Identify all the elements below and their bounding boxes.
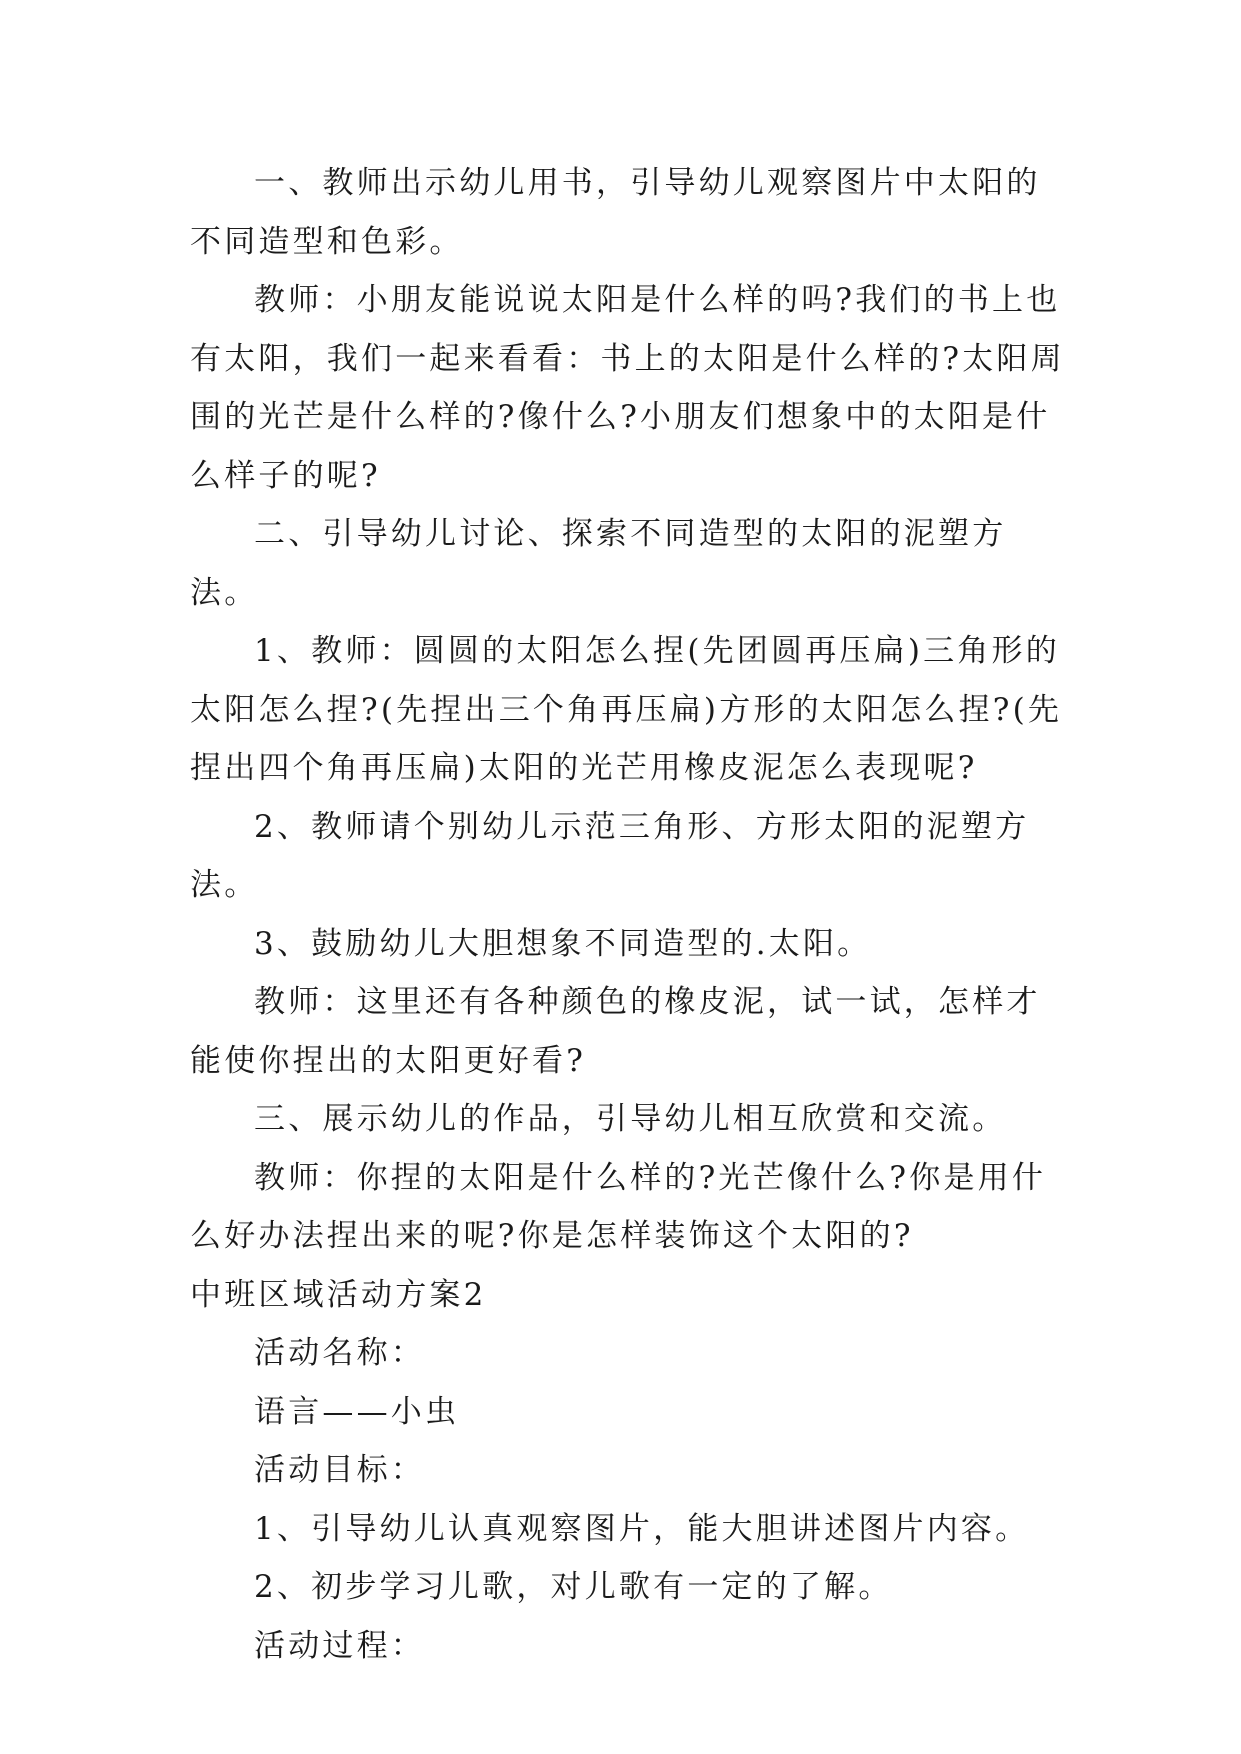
activity-name-label: 活动名称： [254, 1335, 425, 1371]
paragraph-step-three: 三、展示幼儿的作品，引导幼儿相互欣赏和交流。 [254, 1101, 1007, 1137]
goal-item-1: 1、引导幼儿认真观察图片，能大胆讲述图片内容。 [254, 1510, 1030, 1547]
activity-name-value: 语言——小虫 [254, 1393, 460, 1430]
paragraph-item-1: 1、教师：圆圆的太阳怎么捏(先团圆再压扁)三角形的太阳怎么捏?(先捏出三个角再压扁)方形的太阳怎么捏?(先捏出四个角再压扁)太阳的光芒用橡皮泥怎么表现呢? [190, 633, 1063, 786]
activity-process-label: 活动过程： [254, 1627, 425, 1664]
activity-goals-label: 活动目标： [254, 1452, 425, 1488]
paragraph-teacher-question: 教师：小朋友能说说太阳是什么样的吗?我们的书上也有太阳，我们一起来看看：书上的太阳是什么样的?太阳周围的光芒是什么样的?像什么?小朋友们想象中的太阳是什么样子的呢? [190, 282, 1065, 494]
section-title: 中班区域活动方案2 [190, 1276, 487, 1313]
paragraph-teacher-clay: 教师：这里还有各种颜色的橡皮泥，试一试，怎样才能使你捏出的太阳更好看? [190, 984, 1041, 1079]
paragraph-teacher-review: 教师：你捏的太阳是什么样的?光芒像什么?你是用什么好办法捏出来的呢?你是怎样装饰这个太阳的? [190, 1159, 1047, 1254]
paragraph-item-2: 2、教师请个别幼儿示范三角形、方形太阳的泥塑方法。 [190, 808, 1030, 903]
paragraph-item-3: 3、鼓励幼儿大胆想象不同造型的.太阳。 [254, 925, 872, 962]
document-body [190, 154, 1070, 1675]
paragraph-step-one: 一、教师出示幼儿用书，引导幼儿观察图片中太阳的不同造型和色彩。 [190, 165, 1041, 260]
paragraph-step-two: 二、引导幼儿讨论、探索不同造型的太阳的泥塑方法。 [190, 516, 1007, 611]
goal-item-2: 2、初步学习儿歌，对儿歌有一定的了解。 [254, 1569, 893, 1605]
